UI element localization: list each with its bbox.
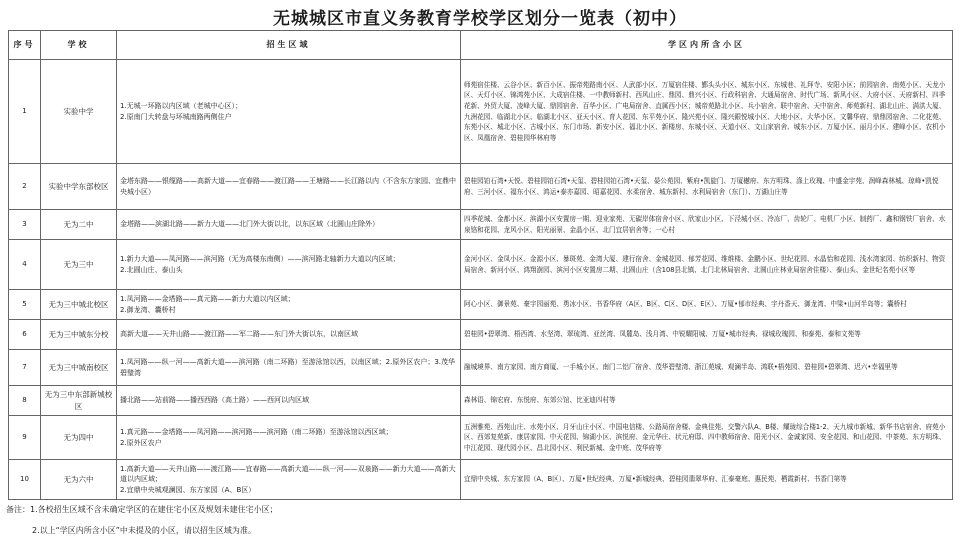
included-communities-text: 五洲雅苑、西苑山庄、水苑小区、月牙山庄小区、中国电信楼、公路局宿舍楼、金典佳苑、交警六队A、B楼、耀珑综合楼1-2、天九城市新城、新华书店宿舍、府苑小区、西郊复苑新、康居家园、中天花园、锦湖小区、滨悦府、金元华庄、状元府邸、四中教师宿舍、阳光小区、金诚家园、安全花园、和山花园、中茶苑、东方明珠、中江花园、现代园小区、昌北园小区、利民新城、金中庭、茂华府等: [464, 422, 946, 452]
school-name: [41, 210, 117, 240]
included-communities: [461, 290, 953, 320]
included-communities-text: 四季花城、金都小区、滨湖小区安置房一期、迎业家苑、无碳岸体宿舍小区、欣家山小区、下泾城小区、冷冻厂、齿轮厂、电机厂小区、制药厂、鑫和钢铁厂宿舍、水泉铬和花园、龙风小区、阳光丽景、金晶小区、北门宜居宿舍等；一心村: [464, 214, 946, 234]
table-header-row: [9, 31, 953, 60]
notes-prefix: 备注：: [6, 505, 30, 514]
enrollment-area: [117, 320, 461, 350]
enrollment-area-text: 1.凤河路——金塔路——真元路——新力大道以内区域； 2.御龙湾、囊桥村: [120, 295, 295, 314]
enrollment-area: [117, 416, 461, 460]
row-number-text: 1: [22, 107, 27, 116]
school-name-text: 无为三中城东分校: [48, 329, 109, 339]
school-name-text: 实验中学: [63, 106, 94, 116]
school-name-text: 实验中学东部校区: [48, 181, 109, 191]
table-row: [9, 386, 953, 416]
note-1-text: 1.各校招生区域不含未确定学区的在建住宅小区及规划未建住宅小区；: [30, 505, 278, 514]
header-area: 招生区域: [117, 31, 461, 60]
included-communities-text: 融城境界、南方家园、南方商厦、一手城小区、南门二铝厂宿舍、茂华碧璧湾、浙江苑城、观澜半岛、鸿联•梧苑园、碧桂园•碧翠湾、迟六•幸福里等: [464, 363, 898, 372]
table-row: [9, 350, 953, 386]
enrollment-area: [117, 460, 461, 500]
enrollment-area-text: 播北路——站前路——播西西路（高土路）——西河以内区域: [120, 396, 309, 405]
school-name: [41, 290, 117, 320]
enrollment-area-text: 金塔东路——银缆路——高新大道——宜春路——渡江路——王塘路——长江路以内（不含东方家园、宜鼎中央城小区）: [120, 177, 456, 196]
included-communities-text: 宜鼎中央城、东方家园（A、B区）、万厦•世纪经典、万厦•新城经典、碧桂园翡翠华府、汇泰豪庭、惠民苑、栖霞新村、书香门第等: [464, 475, 847, 484]
included-communities: [461, 210, 953, 240]
table-row: [9, 416, 953, 460]
included-communities: [461, 60, 953, 164]
row-number-text: 3: [22, 220, 27, 229]
school-name-text: 无为六中: [63, 474, 94, 484]
row-number-text: 9: [22, 433, 27, 442]
enrollment-area: [117, 210, 461, 240]
row-number-text: 5: [22, 300, 27, 309]
row-number: [9, 60, 41, 164]
school-name: [41, 60, 117, 164]
school-name: [41, 240, 117, 290]
enrollment-area: [117, 164, 461, 210]
note-line-2: 2.以上“学区内所含小区”中未提及的小区，请以招生区域为准。: [32, 525, 256, 535]
table-row: [9, 460, 953, 500]
school-name: [41, 320, 117, 350]
school-name: [41, 164, 117, 210]
table-row: [9, 290, 953, 320]
school-name: [41, 386, 117, 416]
row-number-text: 2: [22, 182, 27, 191]
school-name-text: 无为四中: [63, 432, 94, 442]
school-name-text: 无为三中: [63, 259, 94, 269]
header-no: 序号: [9, 31, 41, 60]
school-name-text: 无为三中东部新城校区: [44, 390, 113, 411]
school-name: [41, 460, 117, 500]
included-communities-text: 碧桂园•碧翠湾、梧西湾、水坚湾、翠琉湾、亚丝湾、凤麓岛、浅月湾、中锐耀阳城、万厦•城市经典、禄城玫瑰园、和泰苑、泰和文苑等: [464, 330, 861, 339]
enrollment-area-text: 1.高新大道——天井山路——渡江路——宜春路——高新大道——纵一河——双泉路——新力大道——高新大道以内区域； 2.宜鼎中央城观澜园、东方家园（A、B区）: [120, 464, 456, 494]
row-number: [9, 290, 41, 320]
school-name-text: 无为三中城北校区: [48, 299, 109, 309]
school-name-text: 无为三中城南校区: [48, 362, 109, 372]
row-number-text: 7: [22, 363, 27, 372]
included-communities: [461, 164, 953, 210]
included-communities: [461, 386, 953, 416]
school-district-table: [8, 30, 953, 500]
row-number: [9, 350, 41, 386]
enrollment-area-text: 1.真元路——金塔路——凤河路——滨河路——滨河路（南二环路）至游泳馆以西区域； 2.原外区农户: [120, 428, 393, 447]
school-name: [41, 416, 117, 460]
enrollment-area-text: 1.无城一环路以内区域（老城中心区）； 2.原南门大转盘与环城南路两侧住户: [120, 102, 243, 121]
included-communities-text: 碧桂园铂石湾•天悦、碧桂园铂石湾•天玺、碧桂园铂石湾•天玺、晏公苑园、紫府•凯旋门、万厦樾府、东方明珠、涤上玫瑰、中盛金宇苑、润峰森林城、琼峰•凯悦府、三河小区、福东小区、鸿运•泰亦嘉园、昭嘉花园、水柔宿舍、城东新村、水利局宿舍（东门）、万湖山庄等: [464, 176, 939, 196]
included-communities: [461, 320, 953, 350]
enrollment-area-text: 高新大道——天井山路——渡江路——军二路——东门外大街以东，以南区域: [120, 330, 358, 339]
row-number: [9, 320, 41, 350]
included-communities: [461, 350, 953, 386]
included-communities: [461, 416, 953, 460]
row-number: [9, 416, 41, 460]
row-number-text: 6: [22, 330, 27, 339]
school-name-text: 无为二中: [63, 219, 94, 229]
included-communities: [461, 240, 953, 290]
included-communities: [461, 460, 953, 500]
included-communities-text: 师苑宿住楼、云谷小区、新百小区、振帝苑路南小区、人武部小区、万厦宿住楼、鄞头头小区、城东小区、东城巷、礼拜寺、安阳小区；前园宿舍、南苑小区、天龙小区、天灯小区、锦鸿苑小区、大成宿住楼、一中教师新村、西风山庄、鼎园、鼎兴小区、行政科宿舍、大通局宿舍、时代广场、新风小区、大府小区、天府新村、四季花新、外贸大厦、凌峰大厦、鼎园宿舍、百华小区、广电局宿舍、直属西小区；城帝苑路北小区、兵小宿舍、联中宿舍、天中宿舍、师苑新村、湖北山庄、满洪大厦、九洲花园、临湖北小区、临湖北小区、亚天小区、育人花园、东平苑小区、隆兴苑小区、隆兴銀悦城小区、大地小区、大华小区、文馨华府、鼎鼎园宿舍、二化花苑、东苑小区、城北小区、古城小区、东门市场、新安小区、福北小区、新楼房、东城小区、天道小区、文山家宿舍、城东小区、万厦小区、丽月小区、建峰小区、农机小区、凤凰宿舍、碧桂园华林府等: [464, 80, 946, 142]
page-title: 无城城区市直义务教育学校学区划分一览表（初中）: [273, 9, 687, 29]
enrollment-area-text: 1.新力大道——凤河路——滨河路（无为高楼东南侧）——滨河路北轴新力大道以内区域； 2.北圆山庄、泰山头: [120, 255, 400, 274]
enrollment-area: [117, 60, 461, 164]
row-number: [9, 240, 41, 290]
notes: [6, 500, 946, 542]
row-number-text: 8: [22, 396, 27, 405]
table-row: [9, 240, 953, 290]
enrollment-area: [117, 290, 461, 320]
included-communities-text: 森林语、锦宏府、东悦府、东郊公馆、比亚迪四村等: [464, 396, 616, 405]
table-row: [9, 210, 953, 240]
header-school: 学校: [41, 31, 117, 60]
row-number: [9, 164, 41, 210]
included-communities-text: 阿心小区、御景苑、豪宇园丽苑、勇冰小区、书香华府（A区、B区、C区、D区、E区）、万厦•郁市经典、宇丹香天、御龙湾、中梁•山河半岛等；囊桥村: [464, 300, 907, 309]
enrollment-area: [117, 350, 461, 386]
table-row: [9, 60, 953, 164]
row-number-text: 4: [22, 260, 27, 269]
row-number: [9, 210, 41, 240]
row-number: [9, 460, 41, 500]
header-plots: 学区内所含小区: [461, 31, 953, 60]
enrollment-area: [117, 386, 461, 416]
included-communities-text: 金河小区、金凤小区、金源小区、暴斑苑、金湾大厦、建行宿舍、金城花园、郁芳花园、维维楼、金鹏小区、世纪花园、水晶怡和花园、浅水湾家园、纺织新村、物资局宿舍、新河小区、鸿翔澍园、滨河小区安置房二期、北圆山庄（含108县北镇、北门北林局宿舍、北圆山庄林业局宿舍住楼）、泰山头、金世纪名苑小区等: [464, 254, 946, 274]
school-name: [41, 350, 117, 386]
table-row: [9, 164, 953, 210]
enrollment-area-text: 金塔路——滨湖北路——新力大道——北门外大街以北，以东区域（北圆山庄除外）: [120, 220, 379, 229]
note-line-1: [6, 500, 946, 521]
row-number: [9, 386, 41, 416]
row-number-text: 10: [20, 475, 29, 484]
table-row: [9, 320, 953, 350]
enrollment-area-text: 1.凤河路——纵一河——高新大道——滨河路（南二环路）至游泳馆以西，以南区域；2.原外区农户；3.茂华碧璧湾: [120, 358, 456, 377]
enrollment-area: [117, 240, 461, 290]
